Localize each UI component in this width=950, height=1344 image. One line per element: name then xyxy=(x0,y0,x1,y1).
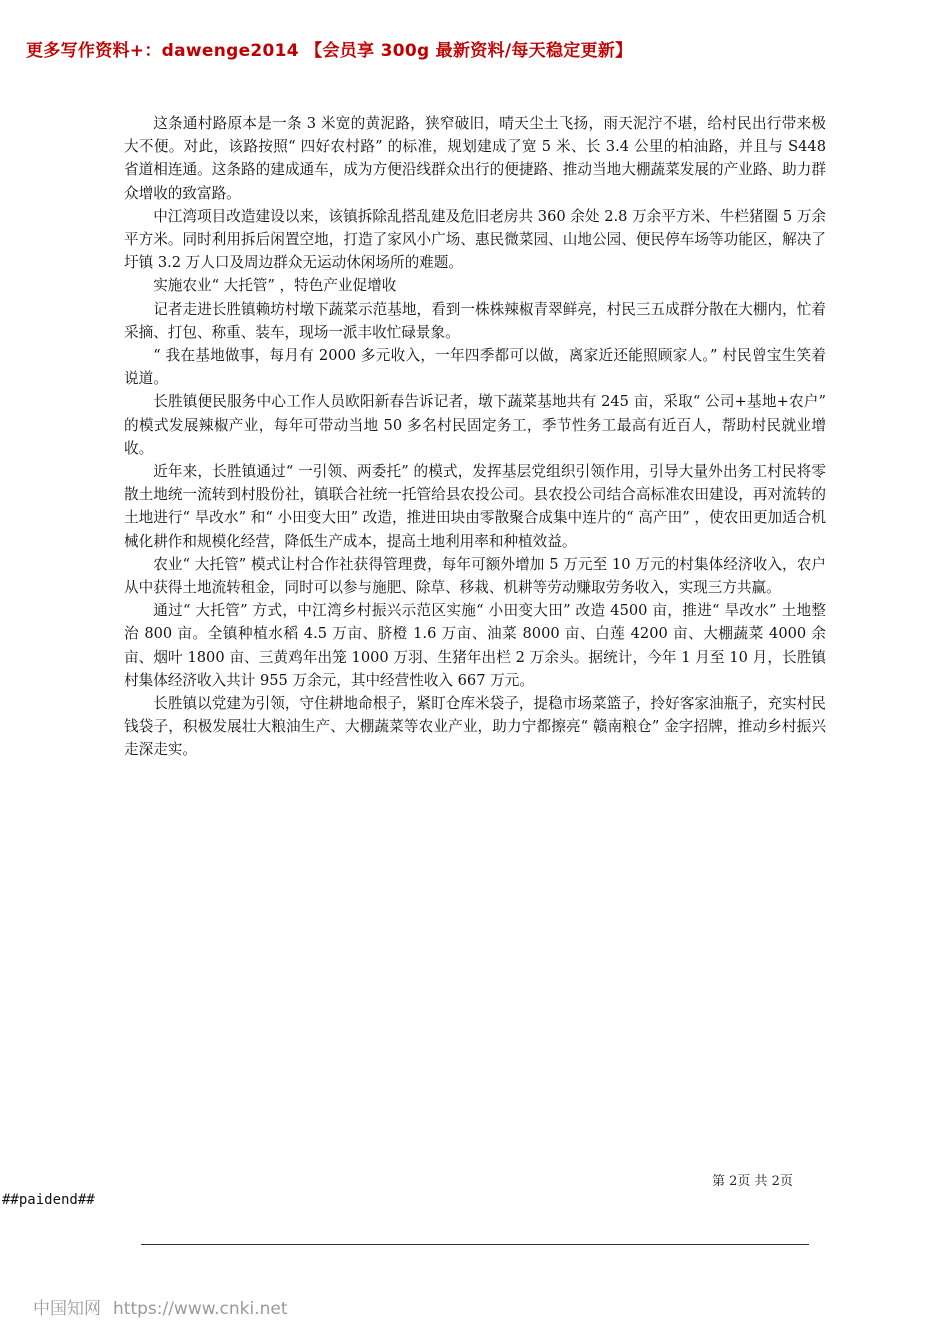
paragraph-8: 通过“ 大托管” 方式，中江湾乡村振兴示范区实施“ 小田变大田” 改造 4500 亩，推进“ 旱改水” 土地整治 800 亩。全镇种植水稻 4.5 万亩、脐橙 1.6 万亩、油菜 8000 亩、白莲 4200 亩、大棚蔬菜 4000 余亩、烟叶 1800 亩、三黄鸡年出笼 1000 万羽、生猪年出栏 2 万余头。据统计，今年 1 月至 10 月，长胜镇村集体经济收入共计 955 万余元，其中经营性收入 667 万元。 xyxy=(124,602,826,689)
watermark-brand: 中国知网 xyxy=(33,1299,101,1319)
paragraph-2: 中江湾项目改造建设以来，该镇拆除乱搭乱建及危旧老房共 360 余处 2.8 万余平方米、牛栏猪圈 5 万余平方米。同时利用拆后闲置空地，打造了家风小广场、惠民微菜园、山地公园、便民停车场等功能区，解决了圩镇 3.2 万人口及周边群众无运动休闲场所的难题。 xyxy=(124,207,826,272)
paragraph-9: 长胜镇以党建为引领，守住耕地命根子，紧盯仓库米袋子，提稳市场菜篮子，拎好客家油瓶子，充实村民钱袋子，积极发展壮大粮油生产、大棚蔬菜等农业产业，助力宁都擦亮“ 赣南粮仓” 金字招牌，推动乡村振兴走深走实。 xyxy=(124,695,826,759)
paragraph-5: 长胜镇便民服务中心工作人员欧阳新春告诉记者，墩下蔬菜基地共有 245 亩，采取“ 公司+基地+农户” 的模式发展辣椒产业，每年可带动当地 50 多名村民固定务工，季节性务工最高有近百人，帮助村民就业增收。 xyxy=(124,393,826,457)
paragraph-4: “ 我在基地做事，每月有 2000 多元收入，一年四季都可以做，离家近还能照顾家人。” 村民曾宝生笑着说道。 xyxy=(124,347,826,388)
article-body xyxy=(124,112,826,762)
section-heading: 实施农业“ 大托管” ，特色产业促增收 xyxy=(153,277,397,295)
page-number: 第 2页 共 2页 xyxy=(712,1174,793,1189)
paragraph-1: 这条通村路原本是一条 3 米宽的黄泥路，狭窄破旧，晴天尘土飞扬，雨天泥泞不堪，给村民出行带来极大不便。对此，该路按照“ 四好农村路” 的标准，规划建成了宽 5 米、长 3.4 公里的柏油路，并且与 S448 省道相连通。这条路的建成通车，成为方便沿线群众出行的便捷路、推动当地大棚蔬菜发展的产业路、助力群众增收的致富路。 xyxy=(124,115,826,202)
promo-banner: 更多写作资料+：dawenge2014 【会员享 300g 最新资料/每天稳定更新】 xyxy=(26,41,633,61)
footer-divider xyxy=(141,1244,809,1245)
paragraph-7: 农业“ 大托管” 模式让村合作社获得管理费，每年可额外增加 5 万元至 10 万元的村集体经济收入，农户从中获得土地流转租金，同时可以参与施肥、除草、移栽、机耕等劳动赚取劳务收入，实现三方共赢。 xyxy=(124,555,826,597)
paidend-marker: ##paidend## xyxy=(2,1192,95,1208)
paragraph-3: 记者走进长胜镇赖坊村墩下蔬菜示范基地，看到一株株辣椒青翠鲜亮，村民三五成群分散在大棚内，忙着采摘、打包、称重、装车，现场一派丰收忙碌景象。 xyxy=(124,300,826,341)
cnki-watermark xyxy=(33,1294,287,1319)
watermark-url: https://www.cnki.net xyxy=(113,1299,288,1319)
paragraph-6: 近年来，长胜镇通过“ 一引领、两委托” 的模式，发挥基层党组织引领作用，引导大量外出务工村民将零散土地统一流转到村股份社，镇联合社统一托管给县农投公司。县农投公司结合高标准农田建设，再对流转的土地进行“ 旱改水” 和“ 小田变大田” 改造，推进田块由零散聚合成集中连片的“ 高产田” ，使农田更加适合机械化耕作和规模化经营，降低生产成本，提高土地利用率和种植效益。 xyxy=(124,463,826,550)
